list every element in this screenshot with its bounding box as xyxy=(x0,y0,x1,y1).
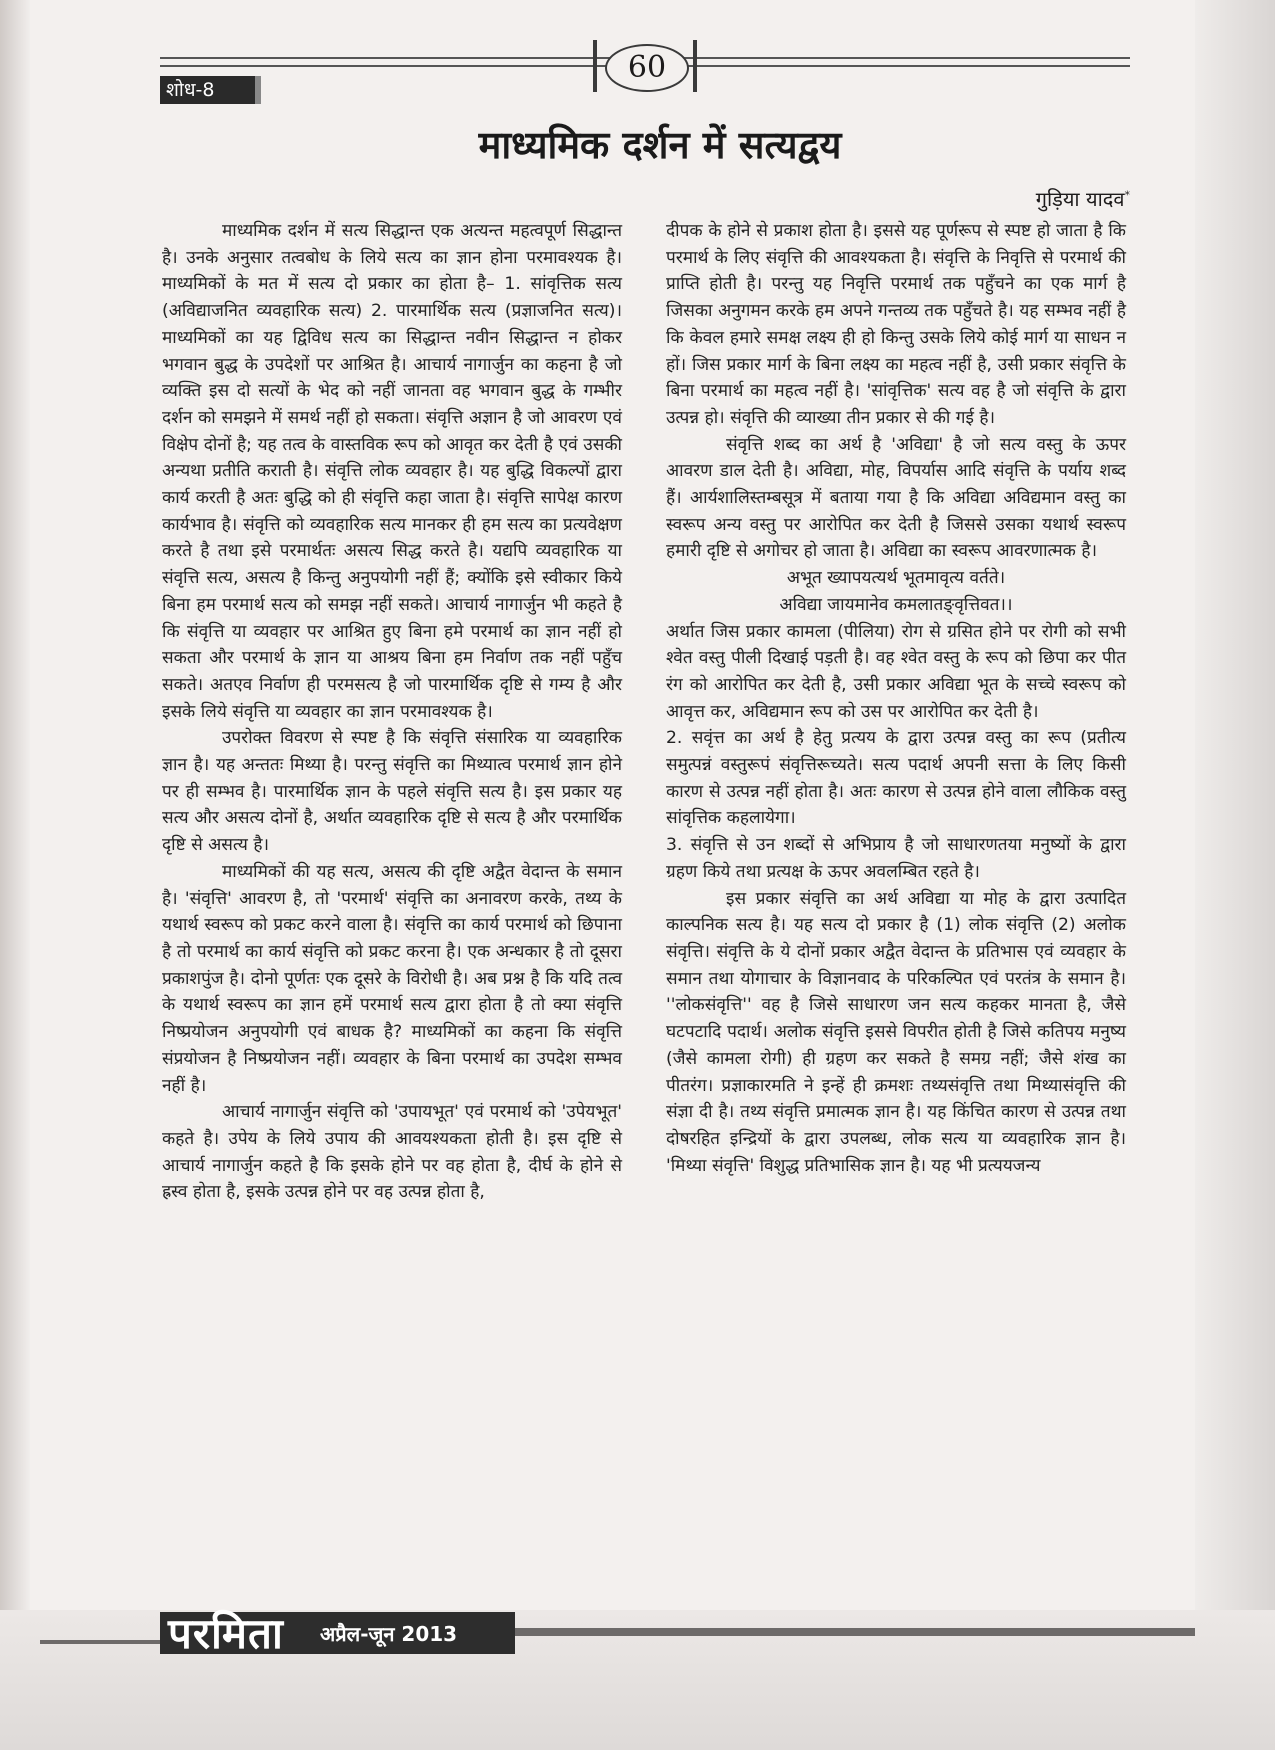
author-name xyxy=(960,185,1130,212)
footer-rule-left xyxy=(40,1640,160,1644)
section-tag-accent xyxy=(255,76,261,104)
left-column xyxy=(162,218,622,1206)
article-title: माध्यमिक दर्शन में सत्यद्वय xyxy=(478,123,842,167)
author-text: गुड़िया यादव xyxy=(1035,187,1125,211)
verse-line-2: अविद्या जायमानेव कमलातङ्वृत्तिवत।। xyxy=(779,594,1013,615)
footer-rule xyxy=(515,1628,1195,1636)
binding-shadow xyxy=(0,0,30,1750)
right-column xyxy=(666,218,1126,1179)
journal-brand: परमिता xyxy=(168,1609,284,1658)
page-number-bracket-left xyxy=(593,40,597,92)
page-edge xyxy=(1195,0,1275,1750)
verse-line-1: अभूत ख्यापयत्यर्थ भूतमावृत्य वर्तते। xyxy=(786,568,1006,589)
author-footnote-mark: * xyxy=(1124,188,1130,202)
paragraph: 2. सवृंत्त का अर्थ है हेतु प्रत्यय के द्वारा उत्पन्न वस्तु का रूप (प्रतीत्य समुत्पन्नं वस्तुरूपं संवृत्तिरूच्यते। सत्य पदार्थ अपनी सत्ता के लिए किसी कारण से उत्पन्न नहीं होता है। अतः कारण से उत्पन्न होने वाला लौकिक वस्तु सांवृत्तिक कहलायेगा। xyxy=(666,728,1126,829)
paragraph: दीपक के होने से प्रकाश होता है। इससे यह पूर्णरूप से स्पष्ट हो जाता है कि परमार्थ के लिए संवृत्ति की आवश्यकता है। संवृत्ति के निवृत्ति से परमार्थ की प्राप्ति होती है। परन्तु यह निवृत्ति परमार्थ तक पहुँचने का एक मार्ग है जिसका अनुगमन करके हम अपने गन्तव्य तक पहुँचते है। यह सम्भव नहीं है कि केवल हमारे समक्ष लक्ष्य ही हो किन्तु उसके लिये कोई मार्ग या साधन न हों। जिस प्रकार मार्ग के बिना लक्ष्य का महत्व नहीं है, उसी प्रकार संवृत्ति के बिना परमार्थ का महत्व नहीं है। 'सांवृत्तिक' सत्य वह है जो संवृत्ति के द्वारा उत्पन्न हो। संवृत्ति की व्याख्या तीन प्रकार से की गई है। xyxy=(666,221,1126,428)
paragraph: अर्थात जिस प्रकार कामला (पीलिया) रोग से ग्रसित होने पर रोगी को सभी श्वेत वस्तु पीली दिखाई पड़ती है। वह श्वेत वस्तु के रूप को छिपा कर पीत रंग को आरोपित कर देती है, उसी प्रकार अविद्या भूत के सच्चे स्वरूप को आवृत्त कर, अविद्यमान रूप को उस पर आरोपित कर देती है। xyxy=(666,621,1126,722)
paragraph: माध्यमिक दर्शन में सत्य सिद्धान्त एक अत्यन्त महत्वपूर्ण सिद्धान्त है। उनके अनुसार तत्वबोध के लिये सत्य का ज्ञान होना परमावश्यक है। माध्यमिकों के मत में सत्य दो प्रकार का होता है– 1. सांवृत्तिक सत्य (अविद्याजनित व्यवहारिक सत्य) 2. पारमार्थिक सत्य (प्रज्ञाजनित सत्य)। माध्यमिकों का यह द्विविध सत्य का सिद्धान्त नवीन सिद्धान्त न होकर भगवान बुद्ध के उपदेशों पर आश्रित है। आचार्य नागार्जुन का कहना है जो व्यक्ति इस दो सत्यों के भेद को नहीं जानता वह भगवान बुद्ध के गम्भीर दर्शन को समझने में समर्थ नहीं हो सकता। संवृत्ति अज्ञान है जो आवरण एवं विक्षेप दोनों है; यह तत्व के वास्तविक रूप को आवृत कर देती है एवं उसकी अन्यथा प्रतीति कराती है। संवृत्ति लोक व्यवहार है। यह बुद्धि विकल्पों द्वारा कार्य करती है अतः बुद्धि को ही संवृत्ति कहा जाता है। संवृत्ति सापेक्ष कारण कार्यभाव है। संवृत्ति को व्यवहारिक सत्य मानकर ही हम सत्य का प्रत्यवेक्षण करते है तथा इसे परमार्थतः असत्य सिद्ध करते है। यद्यपि व्यवहारिक या संवृत्ति सत्य, असत्य है किन्तु अनुपयोगी नहीं हैं; क्योंकि इसे स्वीकार किये बिना हम परमार्थ सत्य को समझ नहीं सकते। आचार्य नागार्जुन भी कहते है कि संवृत्ति या व्यवहार पर आश्रित हुए बिना हमे परमार्थ का ज्ञान नहीं हो सकता और परमार्थ के ज्ञान या आश्रय बिना हम निर्वाण तक नहीं पहुँच सकते। अतएव निर्वाण ही परमसत्य है जो पारमार्थिक दृष्टि से गम्य है और इसके लिये संवृत्ति या व्यवहार का ज्ञान परमावश्यक है। xyxy=(162,221,622,722)
page-number-bracket-right xyxy=(693,40,697,92)
issue-date: अप्रैल-जून 2013 xyxy=(320,1622,458,1646)
paragraph: आचार्य नागार्जुन संवृत्ति को 'उपायभूत' एवं परमार्थ को 'उपेयभूत' कहते है। उपेय के लिये उपाय की आवयश्यकता होती है। इस दृष्टि से आचार्य नागार्जुन कहते है कि इसके होने पर वह होता है, दीर्घ के होने से ह्रस्व होता है, इसके उत्पन्न होने पर वह उत्पन्न होता है, xyxy=(162,1102,622,1203)
paragraph: उपरोक्त विवरण से स्पष्ट है कि संवृत्ति संसारिक या व्यवहारिक ज्ञान है। यह अन्ततः मिथ्या है। परन्तु संवृत्ति का मिथ्यात्व परमार्थ ज्ञान होने पर ही सम्भव है। पारमार्थिक ज्ञान के पहले संवृत्ति सत्य है। इस प्रकार यह सत्य और असत्य दोनों है, अर्थात व्यवहारिक दृष्टि से सत्य है और परमार्थिक दृष्टि से असत्य है। xyxy=(162,728,622,856)
page-number: 60 xyxy=(605,44,689,92)
paragraph: 3. संवृत्ति से उन शब्दों से अभिप्राय है जो साधारणतया मनुष्यों के द्वारा ग्रहण किये तथा प्रत्यक्ष के ऊपर अवलम्बित रहते है। xyxy=(666,835,1126,882)
paragraph: इस प्रकार संवृत्ति का अर्थ अविद्या या मोह के द्वारा उत्पादित काल्पनिक सत्य है। यह सत्य दो प्रकार है (1) लोक संवृत्ति (2) अलोक संवृत्ति। संवृत्ति के ये दोनों प्रकार अद्वैत वेदान्त के प्रतिभास एवं व्यवहार के समान तथा योगाचार के विज्ञानवाद के परिकल्पित एवं परतंत्र के समान है। ''लोकसंवृत्ति'' वह है जिसे साधारण जन सत्य कहकर मानता है, जैसे घटपटादि पदार्थ। अलोक संवृत्ति इससे विपरीत होती है जिसे कतिपय मनुष्य (जैसे कामला रोगी) ही ग्रहण कर सकते है समग्र नहीं; जैसे शंख का पीतरंग। प्रज्ञाकारमति ने इन्हें ही क्रमशः तथ्यसंवृत्ति तथा मिथ्यासंवृत्ति की संज्ञा दी है। तथ्य संवृत्ति प्रमात्मक ज्ञान है। यह किंचित कारण से उत्पन्न तथा दोषरहित इन्द्रियों के द्वारा उपलब्ध, लोक सत्य या व्यवहारिक ज्ञान है। 'मिथ्या संवृत्ति' विशुद्ध प्रतिभासिक ज्ञान है। यह भी प्रत्ययजन्य xyxy=(666,888,1126,1176)
section-tag: शोध-8 xyxy=(160,76,261,104)
paragraph: संवृत्ति शब्द का अर्थ है 'अविद्या' है जो सत्य वस्तु के ऊपर आवरण डाल देती है। अविद्या, मोह, विपर्यास आदि संवृत्ति के पर्याय शब्द हैं। आर्यशालिस्तम्बसूत्र में बताया गया है कि अविद्या अविद्यमान वस्तु का स्वरूप अन्य वस्तु पर आरोपित कर देती है जिससे उसका यथार्थ स्वरूप हमारी दृष्टि से अगोचर हो जाता है। अविद्या का स्वरूप आवरणात्मक है। xyxy=(666,434,1126,562)
paragraph: माध्यमिकों की यह सत्य, असत्य की दृष्टि अद्वैत वेदान्त के समान है। 'संवृत्ति' आवरण है, तो 'परमार्थ' संवृत्ति का अनावरण करके, तथ्य के यथार्थ स्वरूप को प्रकट करने वाला है। संवृत्ति का कार्य परमार्थ को छिपाना है तो परमार्थ का कार्य संवृत्ति को प्रकट करना है। एक अन्धकार है तो दूसरा प्रकाशपुंज है। दोनो पूर्णतः एक दूसरे के विरोधी है। अब प्रश्न है कि यदि तत्व के यथार्थ स्वरूप का ज्ञान हमें परमार्थ सत्य द्वारा होता है तो क्या संवृत्ति निष्प्रयोजन अनुपयोगी एवं बाधक है? माध्यमिकों का कहना कि संवृत्ति संप्रयोजन है निष्प्रयोजन नहीं। व्यवहार के बिना परमार्थ का उपदेश सम्भव नहीं है। xyxy=(162,861,622,1096)
